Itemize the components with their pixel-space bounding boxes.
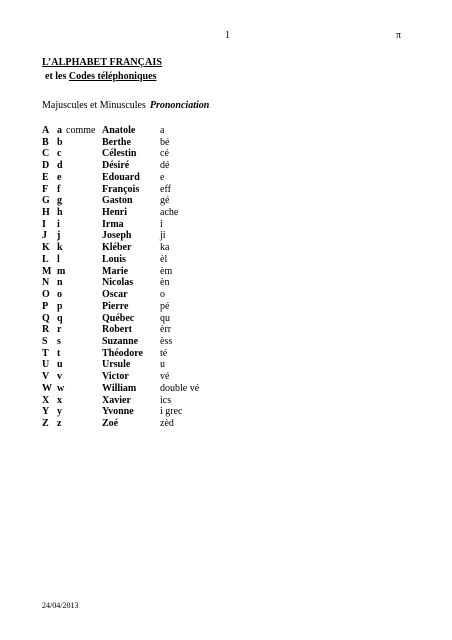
- uppercase-letter: N: [42, 277, 50, 289]
- uppercase-letter: Z: [42, 417, 49, 429]
- pronunciation: ji: [160, 230, 166, 242]
- lowercase-letter: w: [57, 382, 65, 394]
- alphabet-row: [42, 324, 302, 336]
- code-name: Oscar: [102, 289, 128, 301]
- footer-date: 24/04/2013: [42, 601, 79, 610]
- pronunciation: zèd: [160, 417, 174, 429]
- pronunciation: double vé: [160, 382, 200, 394]
- uppercase-letter: R: [42, 324, 50, 336]
- lowercase-letter: d: [57, 160, 63, 172]
- lowercase-letter: m: [57, 265, 66, 277]
- code-name: Marie: [102, 265, 129, 277]
- code-name: Louis: [102, 253, 126, 265]
- uppercase-letter: O: [42, 289, 50, 301]
- alphabet-row: [42, 254, 302, 266]
- pronunciation: èss: [160, 335, 173, 347]
- pronunciation: o: [160, 289, 165, 301]
- comme-label: comme: [66, 125, 96, 136]
- lowercase-letter: u: [57, 359, 63, 371]
- alphabet-row: [42, 313, 302, 325]
- lowercase-letter: k: [57, 242, 63, 254]
- uppercase-letter: C: [42, 148, 50, 160]
- uppercase-letter: P: [42, 300, 49, 312]
- uppercase-letter: G: [42, 195, 50, 207]
- alphabet-row: [42, 406, 302, 418]
- lowercase-letter: l: [57, 253, 60, 265]
- code-name: Anatole: [102, 125, 136, 136]
- code-name: Désiré: [102, 160, 130, 172]
- alphabet-row: [42, 219, 302, 231]
- page-symbol: π: [396, 30, 402, 41]
- alphabet-row: [42, 348, 302, 360]
- code-name: Robert: [102, 324, 132, 336]
- lowercase-letter: r: [57, 324, 62, 336]
- cases-label: Majuscules et Minuscules: [42, 100, 146, 111]
- lowercase-letter: o: [57, 289, 62, 301]
- lowercase-letter: n: [57, 277, 63, 289]
- pronunciation-label: Prononciation: [149, 100, 210, 111]
- pronunciation: ics: [160, 394, 172, 406]
- lowercase-letter: v: [57, 371, 62, 383]
- alphabet-row: [42, 277, 302, 289]
- code-name: Irma: [102, 218, 124, 230]
- code-name: Suzanne: [102, 335, 139, 347]
- pronunciation: u: [160, 359, 165, 371]
- alphabet-row: [42, 418, 302, 430]
- lowercase-letter: b: [57, 136, 63, 148]
- alphabet-row: [42, 172, 302, 184]
- lowercase-letter: e: [57, 171, 62, 183]
- alphabet-row: [42, 230, 302, 242]
- alphabet-row: [42, 359, 302, 371]
- alphabet-row: [42, 395, 302, 407]
- lowercase-letter: i: [57, 218, 60, 230]
- alphabet-row: [42, 383, 302, 395]
- uppercase-letter: W: [42, 382, 52, 394]
- pronunciation: a: [160, 125, 165, 136]
- alphabet-row: [42, 125, 302, 137]
- code-name: Célestin: [102, 148, 137, 160]
- code-name: Pierre: [102, 300, 129, 312]
- pronunciation: e: [160, 171, 165, 183]
- code-name: William: [102, 382, 137, 394]
- uppercase-letter: Q: [42, 312, 50, 324]
- pronunciation: èn: [160, 277, 170, 289]
- pronunciation: té: [160, 347, 168, 359]
- lowercase-letter: h: [57, 207, 63, 219]
- code-name: Zoé: [102, 417, 119, 429]
- pronunciation: i grec: [160, 406, 183, 418]
- uppercase-letter: S: [42, 335, 48, 347]
- uppercase-letter: A: [42, 125, 50, 136]
- lowercase-letter: s: [57, 335, 61, 347]
- code-name: Nicolas: [102, 277, 134, 289]
- code-name: Yvonne: [102, 406, 134, 418]
- uppercase-letter: H: [42, 207, 50, 219]
- subtitle: [45, 71, 156, 82]
- uppercase-letter: F: [42, 183, 49, 195]
- uppercase-letter: X: [42, 394, 50, 406]
- page-title: L’ALPHABET FRANÇAIS: [42, 57, 162, 68]
- pronunciation: ache: [160, 207, 179, 219]
- code-name: François: [102, 183, 140, 195]
- pronunciation: gé: [160, 195, 170, 207]
- uppercase-letter: V: [42, 371, 50, 383]
- uppercase-letter: I: [42, 218, 46, 230]
- uppercase-letter: D: [42, 160, 50, 172]
- lowercase-letter: a: [57, 125, 62, 136]
- lowercase-letter: j: [57, 230, 61, 242]
- code-name: Kléber: [102, 242, 132, 254]
- code-name: Québec: [102, 312, 135, 324]
- lowercase-letter: x: [57, 394, 62, 406]
- uppercase-letter: E: [42, 171, 49, 183]
- uppercase-letter: U: [42, 359, 50, 371]
- alphabet-row: [42, 207, 302, 219]
- lowercase-letter: f: [57, 183, 61, 195]
- alphabet-row: [42, 160, 302, 172]
- uppercase-letter: L: [42, 253, 49, 265]
- pronunciation: èrr: [160, 324, 172, 336]
- alphabet-row: [42, 137, 302, 149]
- alphabet-row: [42, 242, 302, 254]
- alphabet-row: [42, 336, 302, 348]
- page-number: 1: [225, 30, 230, 41]
- column-headers: [42, 100, 209, 111]
- uppercase-letter: K: [42, 242, 50, 254]
- uppercase-letter: B: [42, 136, 49, 148]
- uppercase-letter: T: [42, 347, 49, 359]
- code-name: Xavier: [102, 394, 131, 406]
- alphabet-row: [42, 266, 302, 278]
- pronunciation: pé: [160, 300, 170, 312]
- pronunciation: cé: [160, 148, 169, 160]
- pronunciation: vé: [160, 371, 170, 383]
- pronunciation: dé: [160, 160, 170, 172]
- alphabet-row: [42, 184, 302, 196]
- lowercase-letter: t: [57, 347, 61, 359]
- subtitle-underlined: Codes téléphoniques: [68, 71, 157, 82]
- alphabet-row: [42, 148, 302, 160]
- pronunciation: ka: [160, 242, 170, 254]
- code-name: Edouard: [102, 171, 140, 183]
- pronunciation: qu: [160, 312, 170, 324]
- alphabet-row: [42, 371, 302, 383]
- code-name: Berthe: [102, 136, 131, 148]
- code-name: Ursule: [102, 359, 131, 371]
- uppercase-letter: J: [42, 230, 47, 242]
- code-name: Henri: [102, 207, 127, 219]
- pronunciation: eff: [160, 183, 171, 195]
- code-name: Victor: [102, 371, 129, 383]
- uppercase-letter: Y: [42, 406, 50, 418]
- pronunciation: i: [160, 218, 163, 230]
- alphabet-table: [42, 125, 302, 430]
- code-name: Théodore: [102, 347, 143, 359]
- code-name: Joseph: [102, 230, 132, 242]
- pronunciation: èm: [160, 265, 173, 277]
- pronunciation: bé: [160, 136, 170, 148]
- alphabet-row: [42, 289, 302, 301]
- lowercase-letter: g: [57, 195, 62, 207]
- uppercase-letter: M: [42, 265, 52, 277]
- lowercase-letter: q: [57, 312, 63, 324]
- code-name: Gaston: [102, 195, 133, 207]
- lowercase-letter: p: [57, 300, 63, 312]
- lowercase-letter: y: [57, 406, 62, 418]
- lowercase-letter: z: [57, 417, 62, 429]
- alphabet-row: [42, 195, 302, 207]
- subtitle-prefix: et les: [45, 71, 67, 82]
- pronunciation: èl: [160, 253, 168, 265]
- lowercase-letter: c: [57, 148, 62, 160]
- alphabet-row: [42, 301, 302, 313]
